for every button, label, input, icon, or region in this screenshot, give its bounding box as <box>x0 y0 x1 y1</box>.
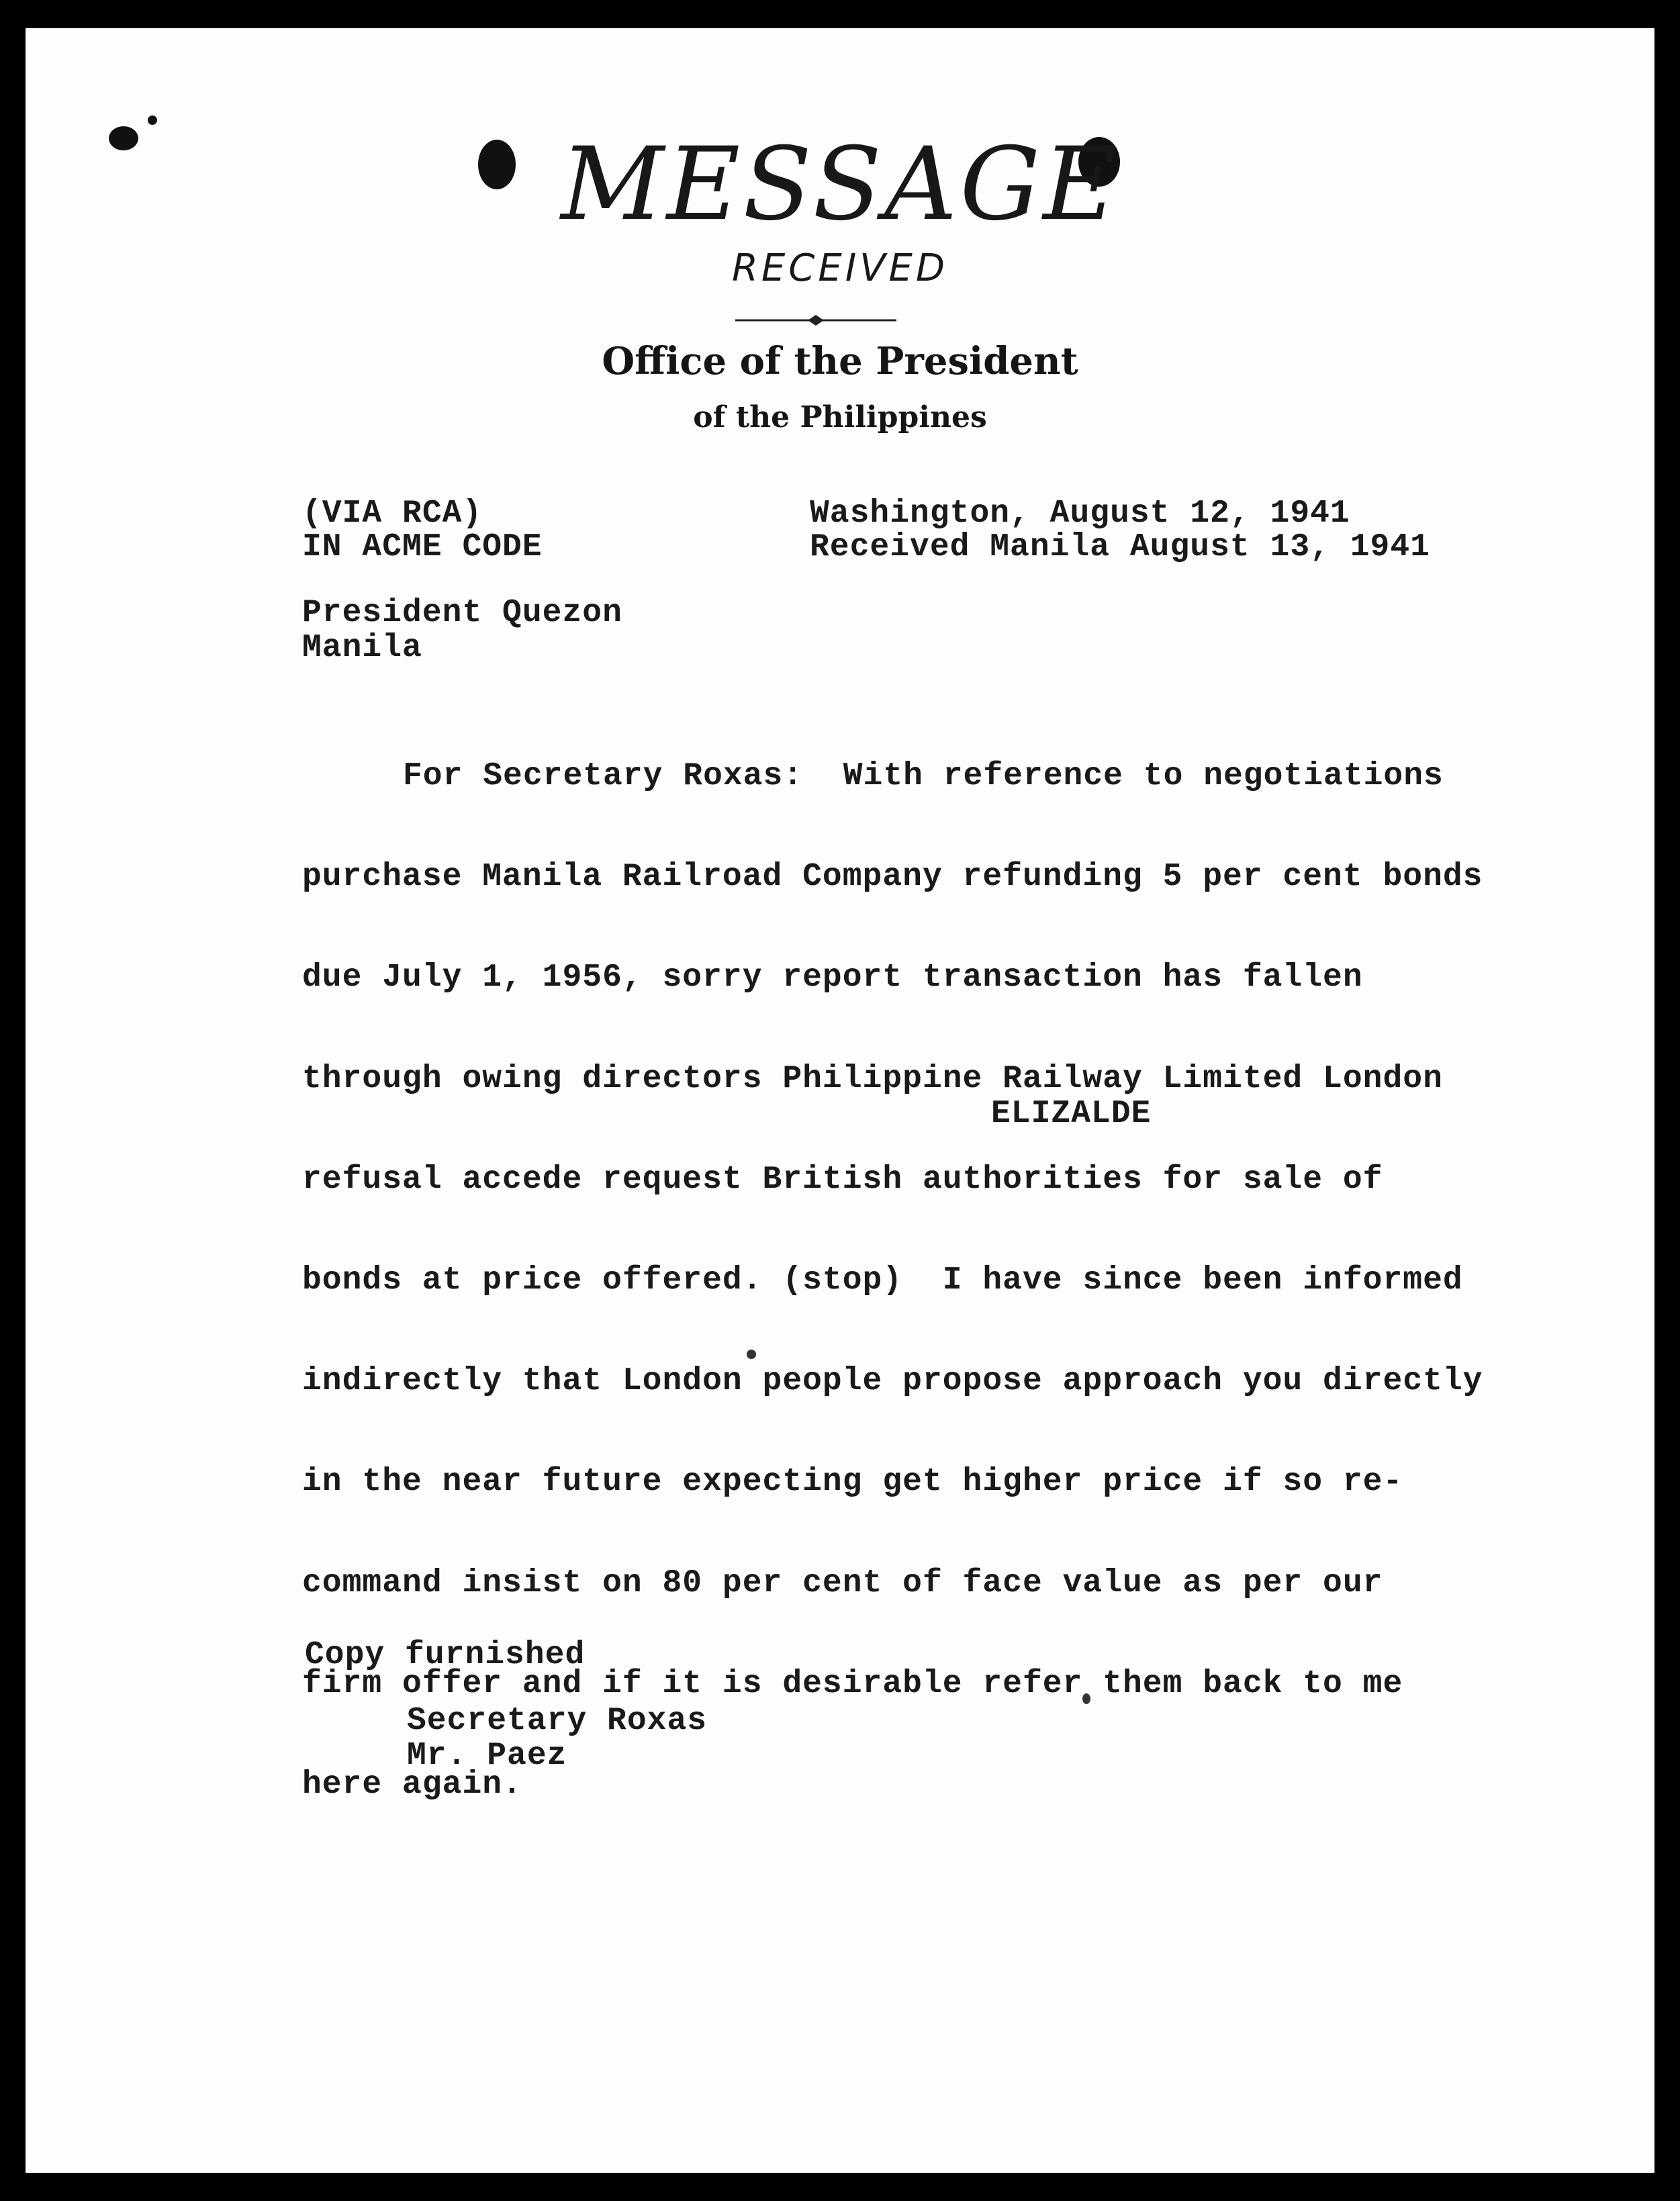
body-line: purchase Manila Railroad Company refunding 5 per cent bonds <box>302 859 1483 896</box>
body-line: through owing directors Philippine Railway Limited London <box>302 1060 1443 1097</box>
office-country: of the Philippines <box>693 400 987 434</box>
body-line: here again. <box>302 1766 522 1803</box>
letterhead-subtitle: RECEIVED <box>731 246 949 290</box>
body-line: bonds at price offered. (stop) I have since been informed <box>302 1262 1463 1299</box>
via-line: (VIA RCA) <box>302 496 483 532</box>
body-line: firm offer and if it is desirable refer them back to me <box>302 1665 1403 1702</box>
body-line: indirectly that London people propose approach you directly <box>302 1363 1483 1400</box>
body-line: For Secretary Roxas: With reference to negotiations <box>403 758 1444 794</box>
code-line: IN ACME CODE <box>302 529 543 565</box>
ink-speck <box>148 115 157 125</box>
body-line: command insist on 80 per cent of face value as per our <box>302 1564 1383 1601</box>
ornament-rule <box>729 310 903 330</box>
copy-recipient: Secretary Roxas <box>407 1703 708 1739</box>
body-line: refusal accede request British authorities for sale of <box>302 1161 1383 1198</box>
addressee-city: Manila <box>302 630 422 666</box>
copy-furnished-label: Copy furnished <box>305 1637 586 1673</box>
body-line: in the near future expecting get higher price if so re- <box>302 1464 1403 1501</box>
copy-recipient: Mr. Paez <box>407 1738 567 1774</box>
addressee-name: President Quezon <box>302 595 622 631</box>
sent-date: Washington, August 12, 1941 <box>810 496 1350 532</box>
signature: ELIZALDE <box>991 1096 1152 1132</box>
office-name: Office of the President <box>602 339 1078 383</box>
body-line: due July 1, 1956, sorry report transaction has fallen <box>302 959 1363 996</box>
received-date: Received Manila August 13, 1941 <box>810 529 1430 565</box>
letterhead-title: MESSAGE <box>561 126 1119 243</box>
